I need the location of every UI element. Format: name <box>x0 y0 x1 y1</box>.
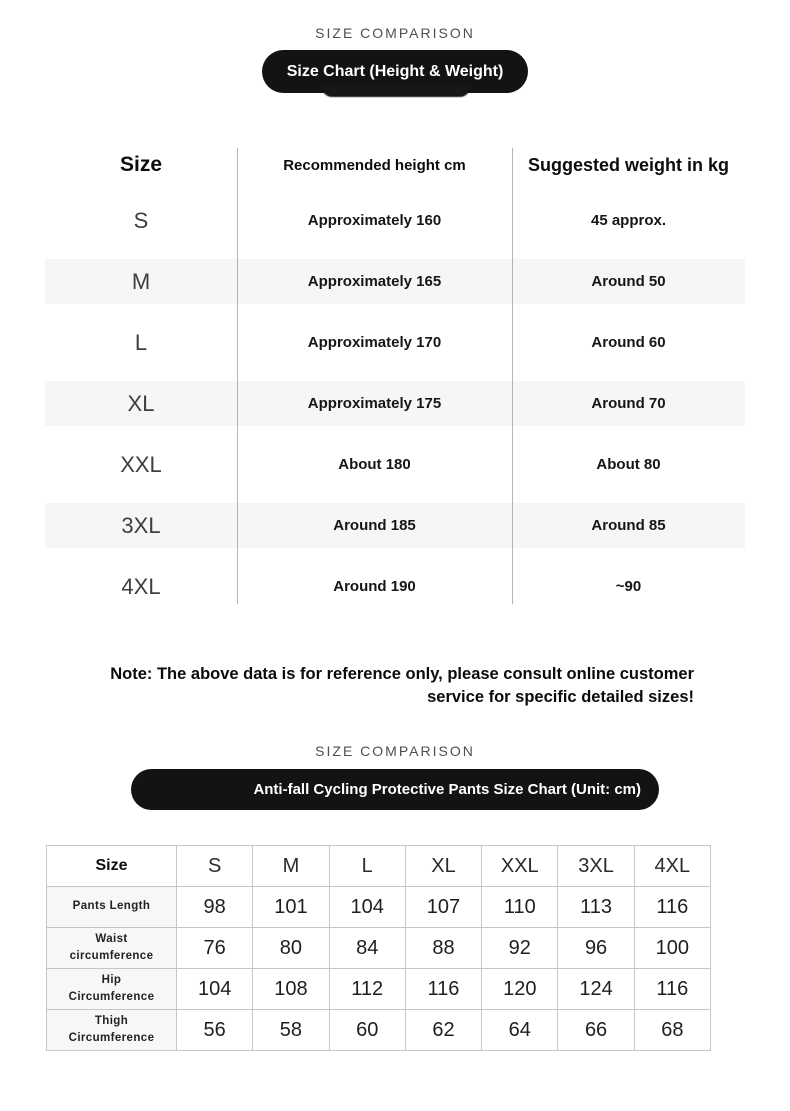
size-column-header: M <box>253 846 329 887</box>
size-cell: 4XL <box>121 573 161 599</box>
measurement-cell: 80 <box>253 928 329 969</box>
measurement-cell: 68 <box>635 1010 711 1051</box>
height-cell: Around 190 <box>333 578 416 595</box>
section1-kicker: SIZE COMPARISON <box>315 25 475 41</box>
column-header-height: Recommended height cm <box>283 156 466 174</box>
table-row <box>45 251 745 312</box>
size-cell: L <box>134 329 148 355</box>
measurement-cell: 92 <box>482 928 558 969</box>
measurement-cell: 100 <box>635 928 711 969</box>
measurement-cell: 113 <box>558 887 634 928</box>
measurement-cell: 104 <box>177 969 253 1010</box>
height-cell: Approximately 170 <box>307 334 442 351</box>
height-cell: Approximately 175 <box>307 395 442 412</box>
table-row <box>45 495 745 556</box>
size-cell: S <box>133 207 149 233</box>
measurement-cell: 120 <box>482 969 558 1010</box>
measurement-cell: 84 <box>330 928 406 969</box>
measurement-cell: 116 <box>635 887 711 928</box>
size-column-header: 4XL <box>635 846 711 887</box>
measurement-cell: 101 <box>253 887 329 928</box>
measurement-cell: 66 <box>558 1010 634 1051</box>
reference-note: Note: The above data is for reference only, please consult online customer service for specific detailed sizes! <box>110 665 694 707</box>
table-row <box>45 373 745 434</box>
weight-cell: Around 60 <box>591 334 666 351</box>
section2-kicker: SIZE COMPARISON <box>315 743 475 759</box>
row-label-hip: Hip Circumference <box>47 969 177 1010</box>
height-cell: Approximately 165 <box>307 273 442 290</box>
measurement-cell: 76 <box>177 928 253 969</box>
table-row <box>45 556 745 617</box>
pants-measurements-table <box>46 845 711 1051</box>
measurement-cell: 112 <box>330 969 406 1010</box>
table-row <box>45 312 745 373</box>
height-cell: Around 185 <box>333 517 416 534</box>
height-weight-table <box>45 140 745 617</box>
measurement-cell: 98 <box>177 887 253 928</box>
size-cell: M <box>131 268 151 294</box>
column-header-weight: Suggested weight in kg <box>527 154 729 175</box>
measurement-cell: 104 <box>330 887 406 928</box>
row-label-pants-length: Pants Length <box>47 887 177 928</box>
table-row <box>45 434 745 495</box>
size-column-header: XXL <box>482 846 558 887</box>
row-label-waist: Waist circumference <box>47 928 177 969</box>
column-divider <box>512 148 513 604</box>
measurement-cell: 60 <box>330 1010 406 1051</box>
ink-smudge-decoration <box>322 86 470 97</box>
size-column-header: L <box>330 846 406 887</box>
measurement-cell: 96 <box>558 928 634 969</box>
measurement-cell: 58 <box>253 1010 329 1051</box>
size-cell: XL <box>127 390 155 416</box>
size-cell: XXL <box>120 451 162 477</box>
measurement-cell: 62 <box>406 1010 482 1051</box>
measurement-cell: 124 <box>558 969 634 1010</box>
table-row <box>45 190 745 251</box>
column-header-size: Size <box>119 153 163 176</box>
size-chart-height-weight-pill[interactable]: Size Chart (Height & Weight) <box>262 50 528 93</box>
measurement-cell: 110 <box>482 887 558 928</box>
table-header-row <box>45 140 745 190</box>
measurement-cell: 88 <box>406 928 482 969</box>
weight-cell: Around 50 <box>591 273 666 290</box>
column-divider <box>237 148 238 604</box>
corner-header-size: Size <box>47 846 177 887</box>
measurement-cell: 116 <box>406 969 482 1010</box>
measurement-cell: 108 <box>253 969 329 1010</box>
size-column-header: XL <box>406 846 482 887</box>
measurement-cell: 107 <box>406 887 482 928</box>
weight-cell: Around 70 <box>591 395 666 412</box>
size-column-header: S <box>177 846 253 887</box>
height-cell: About 180 <box>338 456 411 473</box>
weight-cell: Around 85 <box>591 517 666 534</box>
weight-cell: ~90 <box>615 578 642 595</box>
height-cell: Approximately 160 <box>307 212 442 229</box>
measurement-cell: 56 <box>177 1010 253 1051</box>
weight-cell: About 80 <box>596 456 661 473</box>
measurement-cell: 116 <box>635 969 711 1010</box>
size-cell: 3XL <box>121 512 161 538</box>
size-column-header: 3XL <box>558 846 634 887</box>
pants-size-chart-pill[interactable]: Anti-fall Cycling Protective Pants Size Chart (Unit: cm) <box>131 769 659 810</box>
measurement-cell: 64 <box>482 1010 558 1051</box>
weight-cell: 45 approx. <box>590 212 667 229</box>
row-label-thigh: Thigh Circumference <box>47 1010 177 1051</box>
